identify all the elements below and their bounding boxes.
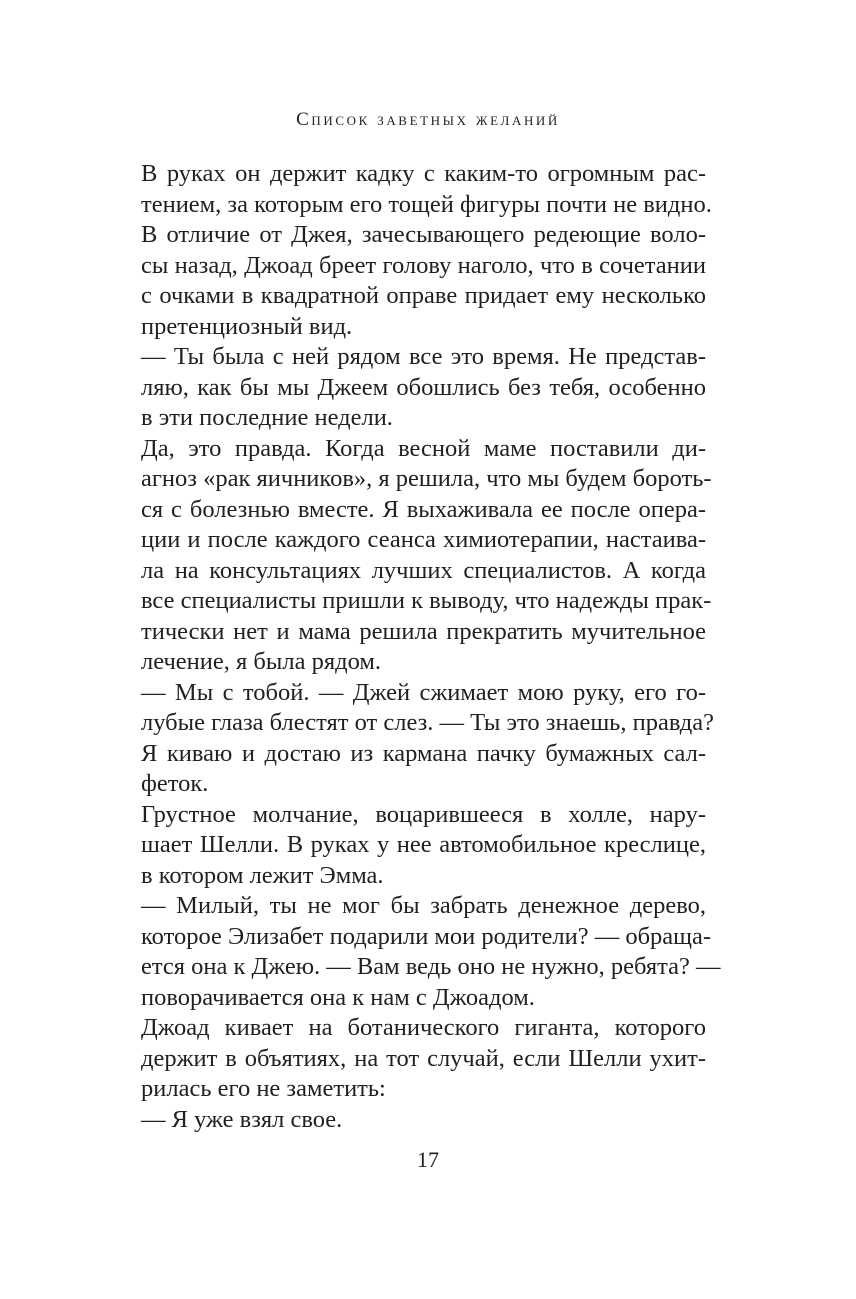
text-line: ляю, как бы мы Джеем обошлись без тебя, особенно — [141, 373, 706, 401]
text-line: ла на консультациях лучших специалистов. А когда — [141, 556, 706, 584]
text-line: — Я уже взял свое. — [141, 1105, 343, 1133]
text-line: тически нет и мама решила прекратить мучительное — [141, 617, 706, 645]
text-line: лубые глаза блестят от слез. — Ты это знаешь, правда? — [141, 709, 715, 736]
text-line: ции и после каждого сеанса химиотерапии, настаива- — [141, 526, 706, 553]
text-line: с очками в квадратной оправе придает ему несколько — [141, 282, 706, 309]
page-number: 17 — [417, 1147, 439, 1172]
text-line: Грустное молчание, воцарившееся в холле, нару- — [141, 800, 706, 828]
text-line: которое Элизабет подарили мои родители? — обраща- — [141, 922, 712, 950]
text-line: в эти последние недели. — [141, 404, 393, 431]
text-line: Да, это правда. Когда весной маме поставили ди- — [141, 434, 706, 462]
running-head: Список заветных желаний — [296, 109, 560, 130]
text-line: рилась его не заметить: — [141, 1075, 386, 1102]
text-line: держит в объятиях, на тот случай, если Шелли ухит- — [141, 1044, 706, 1072]
text-line: агноз «рак яичников», я решила, что мы будем бороть- — [141, 465, 712, 492]
text-line: В отличие от Джея, зачесывающего редеющие воло- — [141, 221, 706, 248]
text-line: поворачивается она к нам с Джоадом. — [141, 983, 535, 1011]
text-line: — Ты была с ней рядом все это время. Не представ- — [141, 343, 706, 370]
text-line: лечение, я была рядом. — [141, 648, 381, 675]
text-line: ется она к Джею. — Вам ведь оно не нужно, ребята? — — [141, 953, 721, 980]
text-line: Я киваю и достаю из кармана пачку бумажных сал- — [141, 739, 706, 767]
text-line: ся с болезнью вместе. Я выхаживала ее после опера- — [141, 495, 706, 523]
text-line: все специалисты пришли к выводу, что надежды прак- — [141, 587, 712, 614]
text-line: Джоад кивает на ботанического гиганта, которого — [141, 1014, 706, 1041]
text-line: в котором лежит Эмма. — [141, 861, 384, 889]
text-line: претенциозный вид. — [141, 312, 353, 340]
text-line: — Милый, ты не мог бы забрать денежное дерево, — [141, 892, 706, 919]
body-text — [141, 159, 721, 1135]
text-line: — Мы с тобой. — Джей сжимает мою руку, его го- — [141, 678, 706, 706]
text-line: тением, за которым его тощей фигуры почти не видно. — [141, 190, 712, 218]
text-line: сы назад, Джоад бреет голову наголо, что в сочетании — [141, 251, 706, 279]
text-line: феток. — [141, 770, 209, 797]
text-line: В руках он держит кадку с каким-то огромным рас- — [141, 160, 706, 187]
text-line: шает Шелли. В руках у нее автомобильное креслице, — [141, 831, 706, 858]
